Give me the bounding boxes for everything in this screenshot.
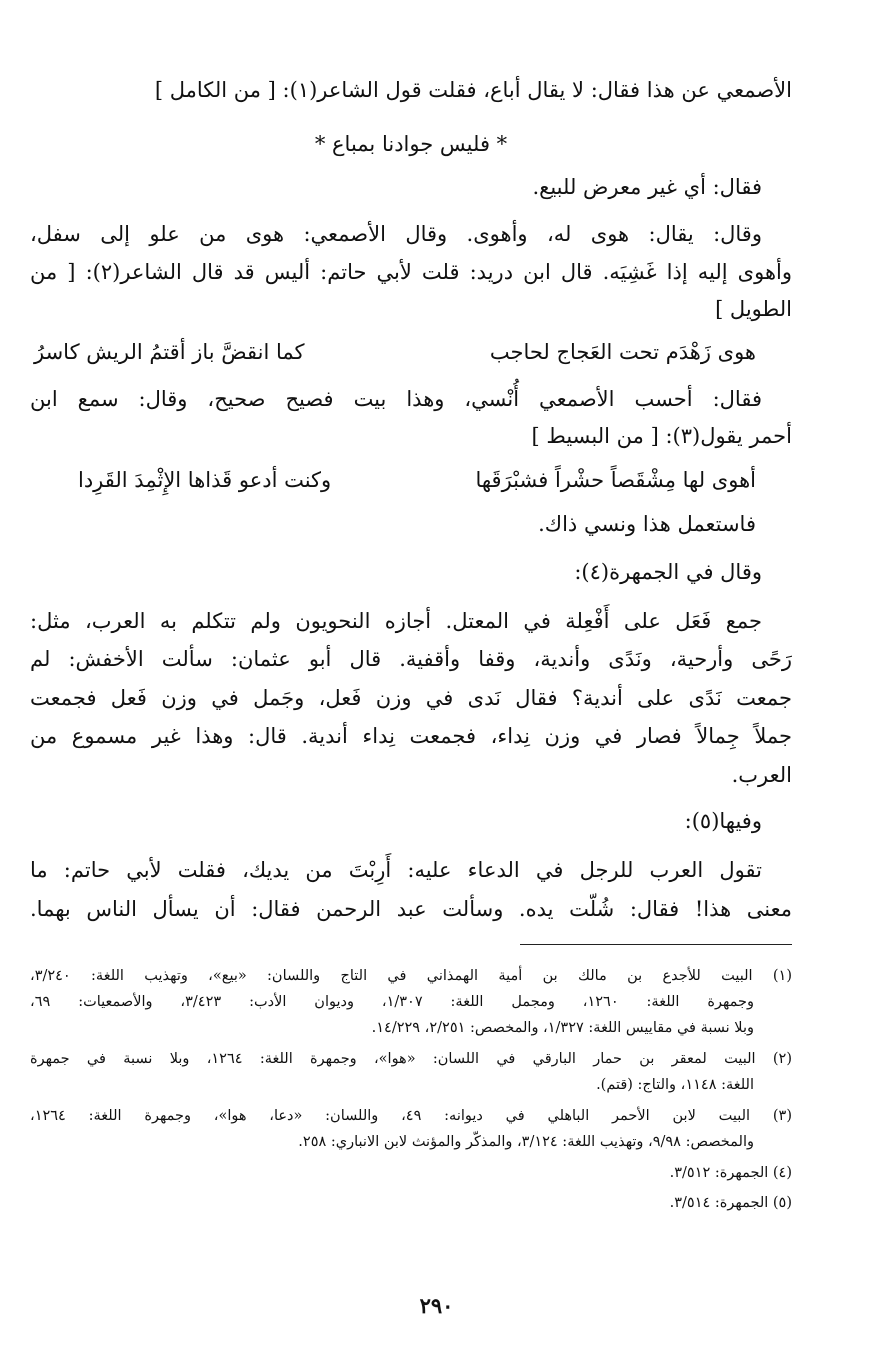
text-line: معنى هذا! فقال: شُلّت يده. وسألت عبد الرحمن فقال: أن يسأل الناس بهما. — [30, 897, 792, 921]
text-line: فقال: أي غير معرض للبيع. — [532, 175, 762, 199]
text-line: تقول العرب للرجل في الدعاء عليه: أَرِبْتَ من يديك، فقلت لأبي حاتم: ما — [30, 858, 762, 882]
footnote-line: والمخصص: ٩/٩٨، وتهذيب اللغة: ٣/١٢٤، والمذكّر والمؤنث لابن الانباري: ٢٥٨. — [298, 1134, 754, 1150]
text-line: رَحًى وأرحية، ونَدًى وأندية، وقفا وأقفية. قال أبو عثمان: سألت الأخفش: لم — [30, 647, 792, 671]
text-line: فقال: أحسب الأصمعي أُنْسي، وهذا بيت فصيح صحيح، وقال: سمع ابن — [30, 387, 762, 411]
text-line: وأهوى إليه إذا غَشِيَه. قال ابن دريد: قلت لأبي حاتم: أليس قد قال الشاعر(٢): [ من — [30, 260, 793, 284]
verse-first-hemistich: هوى زَهْدَم تحت العَجاج لحاجب — [489, 340, 756, 364]
text-line: وقال في الجمهرة(٤): — [574, 560, 762, 584]
text-line: جملاً جِمالاً فصار في وزن نِداء، فجمعت نِداء أندية. قال: وهذا غير مسموع من — [30, 724, 792, 748]
page-number: ٢٩٠ — [419, 1293, 454, 1318]
text-line: وفيها(٥): — [684, 809, 762, 833]
footnote-line: (٣) البيت لابن الأحمر الباهلي في ديوانه: ٤٩، واللسان: «دعا، هوا»، وجمهرة اللغة: ١٢٦٤، — [30, 1108, 792, 1124]
verse-second-hemistich: كما انقضَّ باز أقتمُ الريش كاسرُ — [34, 340, 305, 364]
verse-second-hemistich: وكنت أدعو قَذاها الإِثْمِدَ القَرِدا — [78, 468, 332, 492]
text-line: أحمر يقول(٣): [ من البسيط ] — [531, 424, 792, 448]
text-line: الطويل ] — [715, 297, 792, 321]
footnote-line: (٤) الجمهرة: ٣/٥١٢. — [669, 1165, 792, 1181]
footnote-line: (٢) البيت لمعقر بن حمار البارقي في اللسان: «هوا»، وجمهرة اللغة: ١٢٦٤، وبلا نسبة في جمهرة — [30, 1051, 792, 1067]
footnote-separator — [520, 944, 792, 945]
text-line: العرب. — [731, 763, 792, 787]
text-line: جمعت نَدًى على أندية؟ فقال نَدى في وزن فَعل، وجَمل في وزن فَعل فجمعت — [30, 686, 792, 710]
footnote-line: وبلا نسبة في مقاييس اللغة: ١/٣٢٧، والمخصص: ٢/٢٥١، ١٤/٢٢٩. — [371, 1020, 754, 1036]
footnote-line: وجمهرة اللغة: ١٢٦٠، ومجمل اللغة: ١/٣٠٧، وديوان الأدب: ٣/٤٢٣، والأصمعيات: ٦٩، — [30, 994, 755, 1010]
verse-first-hemistich: أهوى لها مِشْقَصاً حشْراً فشبْرَقَها — [475, 468, 756, 492]
footnote-line: اللغة: ١١٤٨، والتاج: (قتم). — [596, 1077, 754, 1093]
footnote-line: (١) البيت للأجدع بن مالك بن أمية الهمذاني في التاج واللسان: «بيع»، وتهذيب اللغة: ٣/٢٤٠، — [30, 968, 792, 984]
text-line: فاستعمل هذا ونسي ذاك. — [538, 512, 756, 536]
text-line: وقال: يقال: هوى له، وأهوى. وقال الأصمعي: هوى من علو إلى سفل، — [30, 222, 762, 246]
verse-hemistich: * فليس جوادنا بمباع * — [314, 132, 508, 156]
text-line: الأصمعي عن هذا فقال: لا يقال أباع، فقلت قول الشاعر(١): [ من الكامل ] — [154, 78, 792, 102]
text-line: جمع فَعَل على أَفْعِلة في المعتل. أجازه النحويون ولم تتكلم به العرب، مثل: — [30, 609, 762, 633]
footnote-line: (٥) الجمهرة: ٣/٥١٤. — [669, 1195, 792, 1211]
